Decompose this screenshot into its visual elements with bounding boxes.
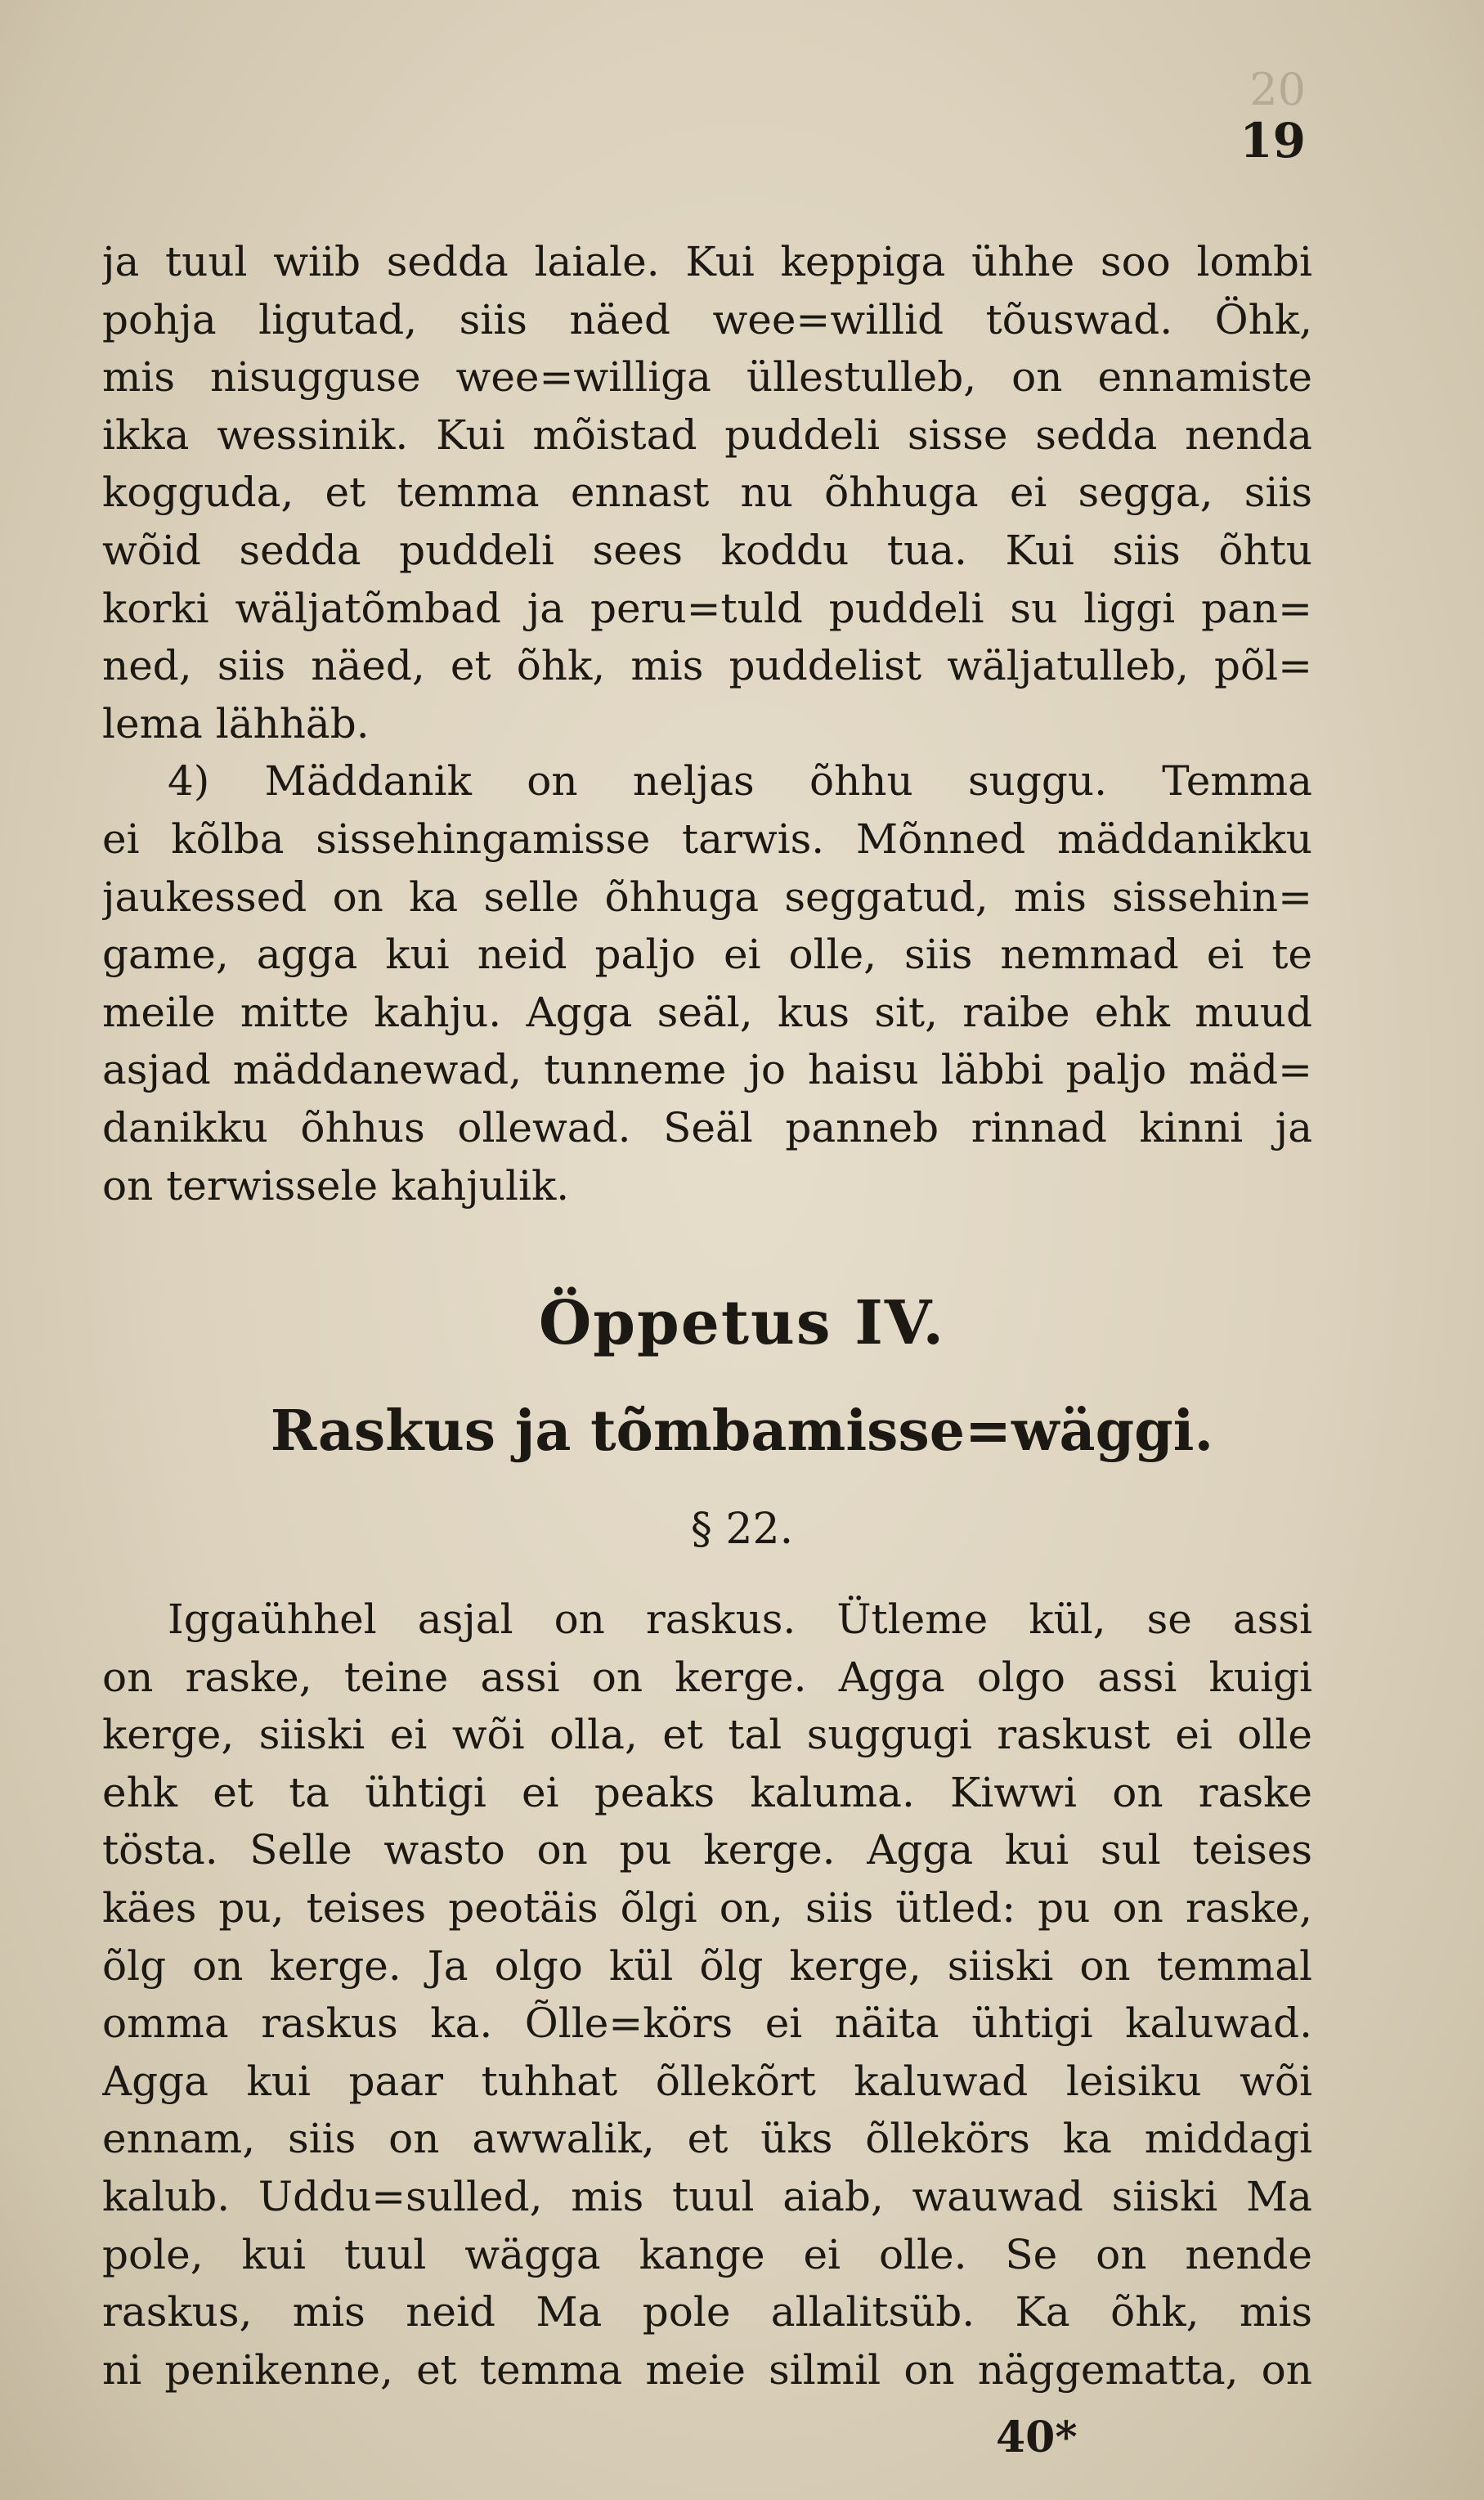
- text-line: jaukessed on ka selle õhhuga seggatud, mis sissehin=: [102, 873, 1312, 921]
- text-line: tösta. Selle wasto on pu kerge. Agga kui sul teises: [102, 1826, 1312, 1874]
- text-line: käes pu, teises peotäis õlgi on, siis ütled: pu on raske,: [102, 1883, 1312, 1932]
- text-line: mis nisugguse wee=williga üllestulleb, on ennamiste: [102, 353, 1312, 402]
- text-line: on terwissele kahjulik.: [102, 1161, 570, 1210]
- text-line: ned, siis näed, et õhk, mis puddelist wäljatulleb, põl=: [102, 642, 1312, 690]
- printer-signature-mark: 40*: [996, 2412, 1078, 2462]
- text-line: lema lähhäb.: [102, 699, 370, 747]
- paragraph-rotting-air: [102, 752, 1312, 1214]
- text-line: kalub. Uddu=sulled, mis tuul aiab, wauwad siiski Ma: [102, 2172, 1312, 2220]
- text-line: omma raskus ka. Õlle=körs ei näita ühtigi kaluwad.: [102, 2000, 1312, 2048]
- text-line: ni penikenne, et temma meie silmil on näggematta, on: [102, 2345, 1312, 2394]
- faint-page-number: 20: [1249, 64, 1306, 115]
- text-line: Agga kui paar tuhhat õllekõrt kaluwad leisiku wõi: [102, 2057, 1312, 2105]
- lesson-heading: Öppetus IV.: [538, 1288, 946, 1358]
- text-line: 4) Mäddanik on neljas õhhu suggu. Temma: [168, 757, 1312, 806]
- chapter-title: Raskus ja tõmbamisse=wäggi.: [270, 1398, 1214, 1464]
- section-number: § 22.: [690, 1505, 794, 1554]
- text-line: ei kõlba sissehingamisse tarwis. Mõnned mäddanikku: [102, 815, 1312, 863]
- text-line: raskus, mis neid Ma pole allalitsüb. Ka õhk, mis: [102, 2288, 1312, 2336]
- text-line: kerge, siiski ei wõi olla, et tal suggugi raskust ei olle: [102, 1711, 1312, 1759]
- text-block-lower: [102, 1591, 1312, 2399]
- text-line: ehk et ta ühtigi ei peaks kaluma. Kiwwi on raske: [102, 1768, 1312, 1816]
- text-line: ikka wessinik. Kui mõistad puddeli sisse sedda nenda: [102, 411, 1312, 459]
- text-line: meile mitte kahju. Agga seäl, kus sit, raibe ehk muud: [102, 988, 1312, 1036]
- text-block-upper: [102, 233, 1312, 1214]
- paragraph-weight: [102, 1591, 1312, 2399]
- text-line: on raske, teine assi on kerge. Agga olgo assi kuigi: [102, 1653, 1312, 1701]
- paragraph-continuation: [102, 233, 1312, 752]
- text-line: ennam, siis on awwalik, et üks õllekörs ka middagi: [102, 2115, 1312, 2163]
- text-line: asjad mäddanewad, tunneme jo haisu läbbi paljo mäd=: [102, 1046, 1312, 1094]
- text-line: wõid sedda puddeli sees koddu tua. Kui siis õhtu: [102, 526, 1312, 574]
- text-line: danikku õhhus ollewad. Seäl panneb rinnad kinni ja: [102, 1103, 1312, 1151]
- text-line: ja tuul wiib sedda laiale. Kui keppiga ühhe soo lombi: [102, 238, 1312, 285]
- text-line: pohja ligutad, siis näed wee=willid tõuswad. Öhk,: [102, 295, 1312, 343]
- text-line: Iggaühhel asjal on raskus. Ütleme kül, se assi: [168, 1596, 1312, 1643]
- text-line: game, agga kui neid paljo ei olle, siis nemmad ei te: [102, 931, 1312, 979]
- text-line: pole, kui tuul wägga kange ei olle. Se on nende: [102, 2230, 1312, 2278]
- text-line: õlg on kerge. Ja olgo kül õlg kerge, siiski on temmal: [102, 1941, 1312, 1990]
- page-number: 19: [1240, 113, 1306, 168]
- text-line: kogguda, et temma ennast nu õhhuga ei segga, siis: [102, 469, 1312, 517]
- text-line: korki wäljatõmbad ja peru=tuld puddeli su liggi pan=: [102, 584, 1312, 632]
